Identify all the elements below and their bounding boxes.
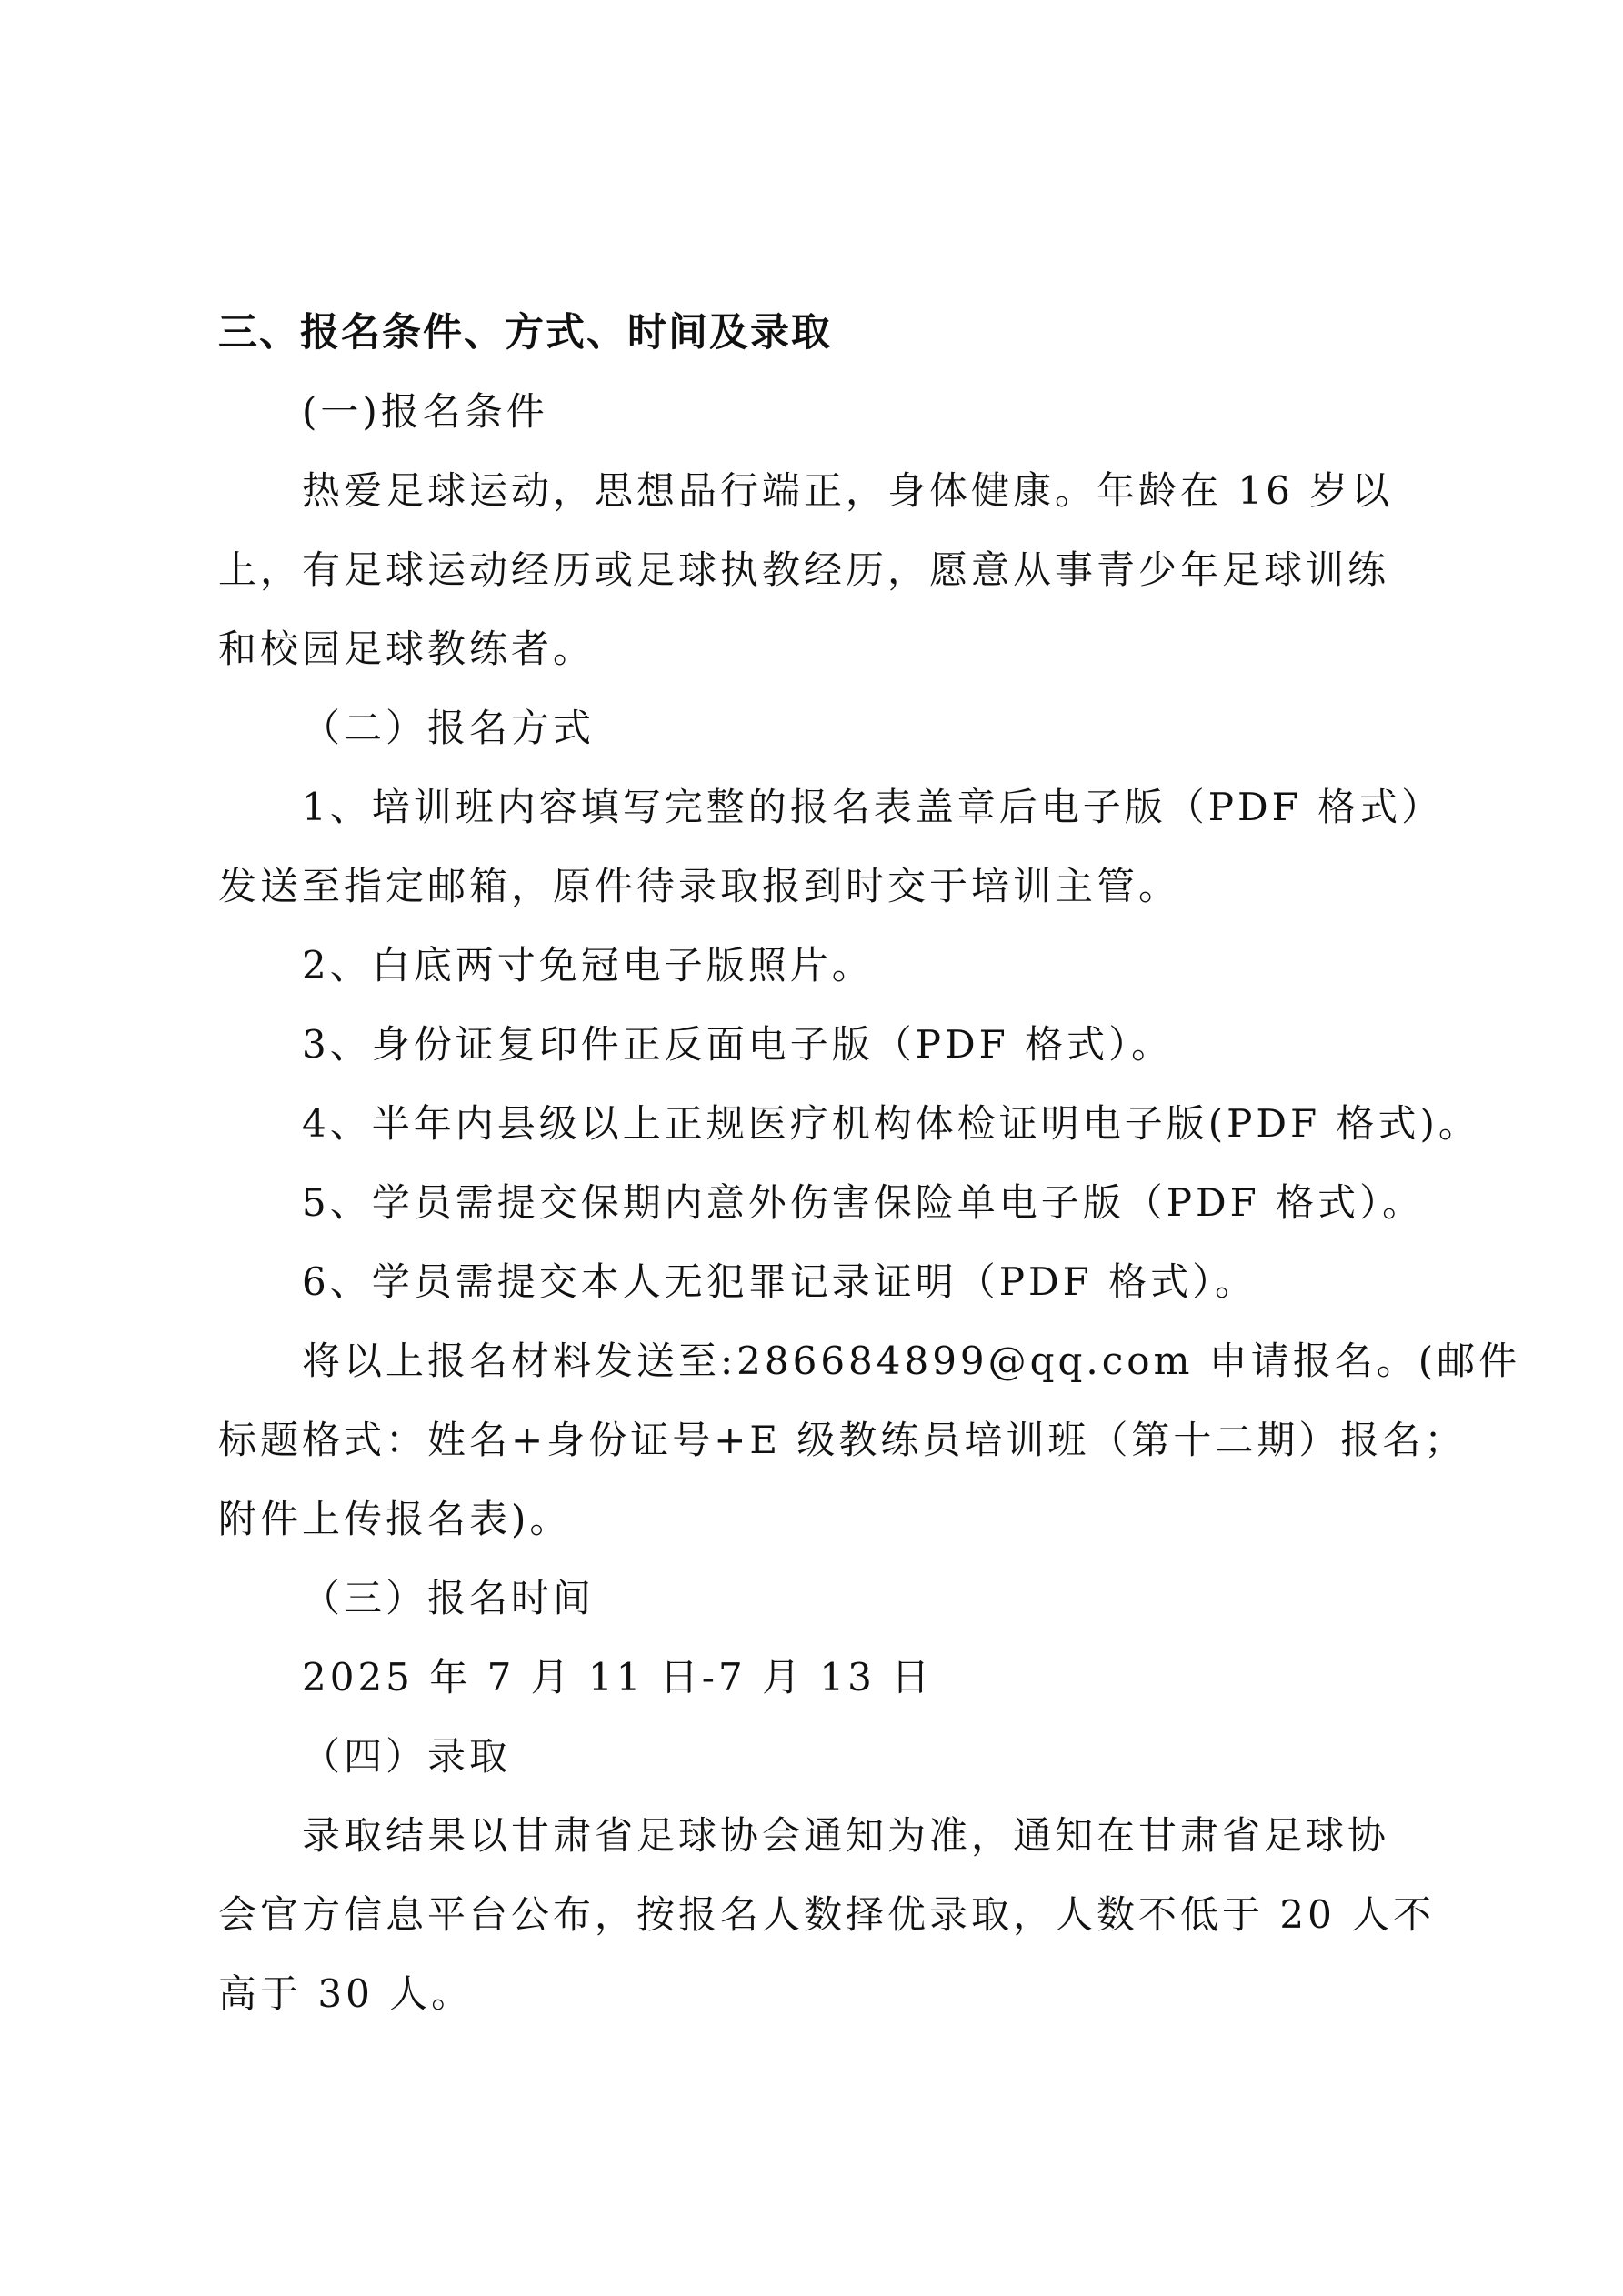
- method-item: 3、身份证复印件正反面电子版（PDF 格式）。: [302, 1022, 1174, 1067]
- method-item: 4、半年内县级以上正规医疗机构体检证明电子版(PDF 格式)。: [302, 1101, 1480, 1146]
- method-item: 2、白底两寸免冠电子版照片。: [302, 943, 874, 988]
- method-item: 1、培训班内容填写完整的报名表盖章后电子版（PDF 格式）: [302, 785, 1444, 829]
- method-item: 发送至指定邮箱，原件待录取报到时交于培训主管。: [218, 864, 1181, 908]
- admission-paragraph-line: 录取结果以甘肃省足球协会通知为准，通知在甘肃省足球协: [302, 1813, 1390, 1858]
- admission-paragraph-line: 会官方信息平台公布，按报名人数择优录取，人数不低于 20 人不: [218, 1892, 1436, 1937]
- conditions-paragraph-line: 上，有足球运动经历或足球执教经历，愿意从事青少年足球训练: [218, 547, 1390, 592]
- subsection-title-method: （二）报名方式: [302, 706, 596, 750]
- method-item: 5、学员需提交保期内意外伤害保险单电子版（PDF 格式）。: [302, 1180, 1425, 1225]
- section-heading: 三、报名条件、方式、时间及录取: [218, 310, 832, 356]
- subsection-title-conditions: (一)报名条件: [302, 389, 548, 434]
- conditions-paragraph-line: 热爱足球运动，思想品行端正，身体健康。年龄在 16 岁以: [302, 468, 1394, 513]
- method-item: 6、学员需提交本人无犯罪记录证明（PDF 格式）。: [302, 1259, 1257, 1304]
- email-paragraph-line: 标题格式：姓名+身份证号+E 级教练员培训班（第十二期）报名；: [218, 1418, 1467, 1462]
- registration-date: 2025 年 7 月 11 日-7 月 13 日: [302, 1655, 934, 1699]
- subsection-title-admission: （四）录取: [302, 1734, 512, 1779]
- email-paragraph-line: 附件上传报名表)。: [218, 1497, 572, 1541]
- conditions-paragraph-line: 和校园足球教练者。: [218, 627, 596, 671]
- email-paragraph-line: 将以上报名材料发送至:286684899@qq.com 申请报名。(邮件: [302, 1338, 1521, 1383]
- subsection-title-time: （三）报名时间: [302, 1576, 596, 1620]
- admission-paragraph-line: 高于 30 人。: [218, 1971, 474, 2016]
